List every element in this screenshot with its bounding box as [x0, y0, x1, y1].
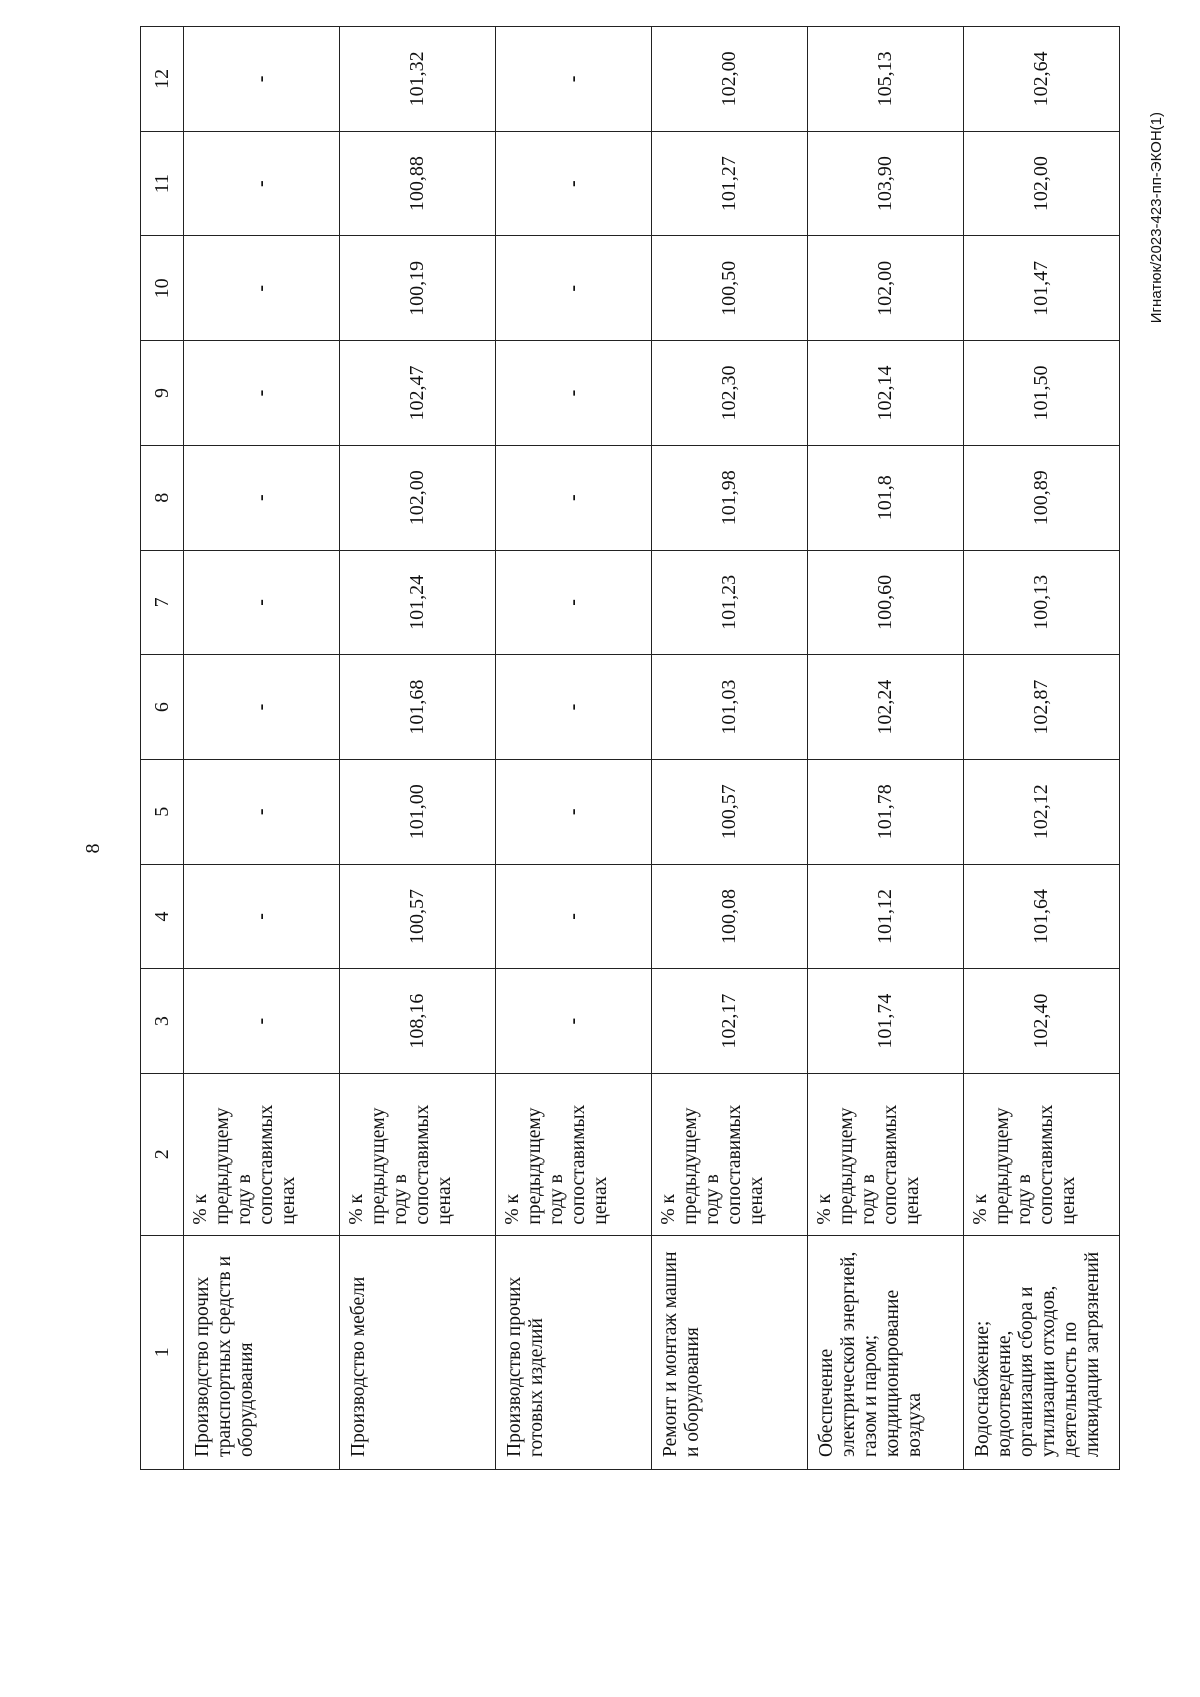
column-header: 8 — [141, 445, 184, 550]
column-header: 6 — [141, 655, 184, 760]
column-header: 5 — [141, 759, 184, 864]
column-header: 7 — [141, 550, 184, 655]
header-row — [141, 27, 184, 1470]
column-header: 3 — [141, 969, 184, 1074]
table-cell: - — [184, 27, 340, 132]
row-unit: % к предыдущему году в сопоставимых ценах — [340, 1073, 496, 1235]
table-cell: 100,89 — [964, 445, 1120, 550]
table-cell: 101,32 — [340, 27, 496, 132]
table-cell: 102,00 — [964, 131, 1120, 236]
table-row — [340, 27, 496, 1470]
table-cell: 100,13 — [964, 550, 1120, 655]
table-cell: 101,00 — [340, 759, 496, 864]
row-name: Производство прочих транспортных средств и оборудования — [184, 1235, 340, 1469]
table-cell: 102,87 — [964, 655, 1120, 760]
table-row — [652, 27, 808, 1470]
table-cell: 100,88 — [340, 131, 496, 236]
table-cell: - — [496, 864, 652, 969]
row-name: Производство прочих готовых изделий — [496, 1235, 652, 1469]
table-cell: 102,17 — [652, 969, 808, 1074]
column-header: 9 — [141, 341, 184, 446]
table-cell: 101,98 — [652, 445, 808, 550]
table-cell: 100,50 — [652, 236, 808, 341]
column-header: 1 — [141, 1235, 184, 1469]
table-row — [964, 27, 1120, 1470]
indicators-table — [140, 26, 1120, 1470]
column-header: 12 — [141, 27, 184, 132]
row-unit: % к предыдущему году в сопоставимых ценах — [808, 1073, 964, 1235]
table-cell: 100,08 — [652, 864, 808, 969]
table-cell: 102,40 — [964, 969, 1120, 1074]
table-cell: 102,64 — [964, 27, 1120, 132]
table-row — [496, 27, 652, 1470]
table-cell: 101,03 — [652, 655, 808, 760]
table-cell: 102,47 — [340, 341, 496, 446]
table-cell: - — [184, 131, 340, 236]
table-cell: 101,24 — [340, 550, 496, 655]
table-cell: - — [184, 236, 340, 341]
column-header: 4 — [141, 864, 184, 969]
row-name: Обеспечение электрической энергией, газом и паром; кондиционирование воздуха — [808, 1235, 964, 1469]
table-cell: - — [496, 445, 652, 550]
table-cell: 101,74 — [808, 969, 964, 1074]
table-cell: - — [184, 864, 340, 969]
table-cell: 102,30 — [652, 341, 808, 446]
table-cell: 101,68 — [340, 655, 496, 760]
column-header: 11 — [141, 131, 184, 236]
table-cell: - — [184, 445, 340, 550]
row-name: Ремонт и монтаж машин и оборудования — [652, 1235, 808, 1469]
table-cell: - — [496, 759, 652, 864]
table-cell: 101,8 — [808, 445, 964, 550]
table-cell: - — [496, 341, 652, 446]
table-cell: 101,47 — [964, 236, 1120, 341]
column-header: 10 — [141, 236, 184, 341]
table-cell: - — [184, 655, 340, 760]
table-cell: 105,13 — [808, 27, 964, 132]
row-unit: % к предыдущему году в сопоставимых ценах — [496, 1073, 652, 1235]
table-cell: 102,24 — [808, 655, 964, 760]
table-cell: - — [496, 236, 652, 341]
table-cell: 100,60 — [808, 550, 964, 655]
table-cell: 100,57 — [340, 864, 496, 969]
table-cell: 108,16 — [340, 969, 496, 1074]
table-row — [808, 27, 964, 1470]
table-cell: 102,00 — [340, 445, 496, 550]
table-cell: - — [184, 759, 340, 864]
table-cell: - — [184, 969, 340, 1074]
table-cell: - — [184, 550, 340, 655]
table-cell: 101,50 — [964, 341, 1120, 446]
table-cell: 100,19 — [340, 236, 496, 341]
table-cell: 101,27 — [652, 131, 808, 236]
page-number: 8 — [82, 843, 104, 854]
table-cell: - — [496, 969, 652, 1074]
table-cell: 102,14 — [808, 341, 964, 446]
document-code: Игнатюк/2023-423-пп-ЭКОН(1) — [1148, 112, 1165, 324]
table-cell: - — [184, 341, 340, 446]
row-unit: % к предыдущему году в сопоставимых ценах — [652, 1073, 808, 1235]
row-unit: % к предыдущему году в сопоставимых ценах — [184, 1073, 340, 1235]
table-cell: 101,23 — [652, 550, 808, 655]
table-cell: 102,00 — [808, 236, 964, 341]
table-cell: 100,57 — [652, 759, 808, 864]
table-cell: 102,12 — [964, 759, 1120, 864]
table-cell: 101,12 — [808, 864, 964, 969]
table-cell: - — [496, 655, 652, 760]
table-row — [184, 27, 340, 1470]
row-name: Производство мебели — [340, 1235, 496, 1469]
table-cell: - — [496, 27, 652, 132]
table-cell: - — [496, 131, 652, 236]
table-cell: 101,64 — [964, 864, 1120, 969]
table-cell: 102,00 — [652, 27, 808, 132]
row-unit: % к предыдущему году в сопоставимых ценах — [964, 1073, 1120, 1235]
row-name: Водоснабжение; водоотведение, организация сбора и утилизации отходов, деятельность по ликвидации загрязнений — [964, 1235, 1120, 1469]
table-cell: 101,78 — [808, 759, 964, 864]
table-cell: 103,90 — [808, 131, 964, 236]
table-cell: - — [496, 550, 652, 655]
column-header: 2 — [141, 1073, 184, 1235]
